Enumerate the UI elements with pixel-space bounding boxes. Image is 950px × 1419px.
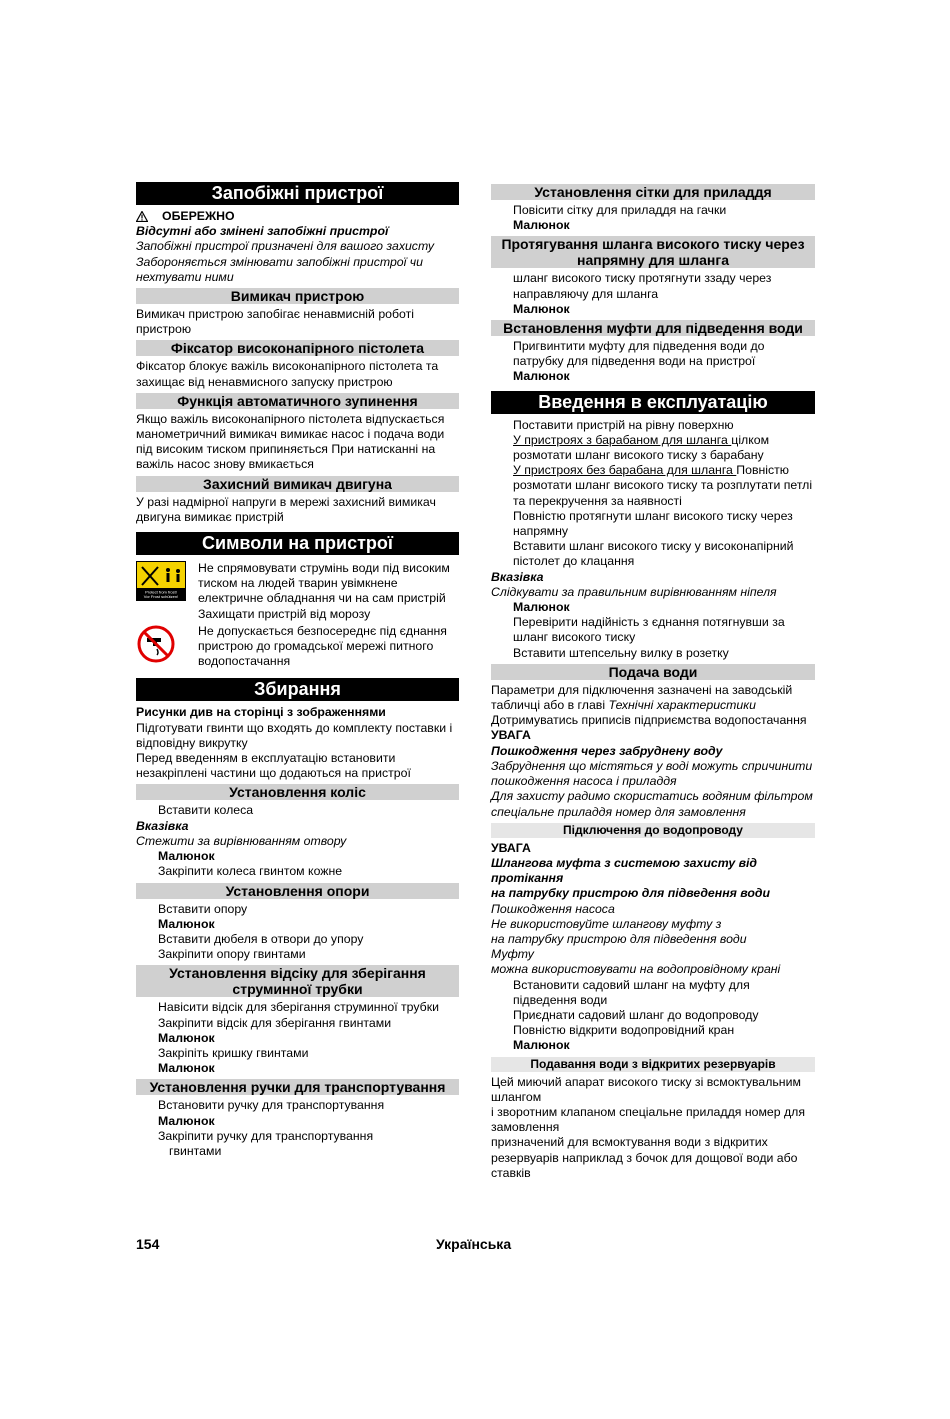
supply-warning-label: УВАГА [491,840,531,855]
caution-heading: Відсутні або змінені запобіжні пристрої [136,224,389,239]
caution-text: Запобіжні пристрої призначені для вашого захисту Забороняється змінювати запобіжні пристрої чи нехтувати ними [136,239,435,284]
caution-label: ОБЕРЕЖНО [162,209,235,223]
startup-step-3-rest: Повністю розмотати шланг високого тиску та розплутати петлі та перекручення за наявності [513,463,813,508]
hose-figure-ref: Малюнок [513,301,570,316]
supply-warning-text-d: можна використовувати на водопровідному крані [491,962,781,977]
hose-step-1: шланг високого тиску протягнути ззаду через направляючу для шланга [513,271,772,301]
subsection-open-tanks: Подавання води з відкритих резервуарів [491,1057,815,1072]
assembly-intro-1: Підготувати гвинти що входять до комплекту поставки і відповідну викрутку [136,720,453,750]
water-paragraph-2: Дотримуватись приписів підприємства водопостачання [491,713,807,728]
subsection-switch: Вимикач пристрою [136,288,459,304]
supply-warning-text-c: Муфту [491,947,534,962]
page-number: 154 [136,1236,160,1252]
section-title-assembly: Збирання [136,678,459,701]
frost-sign-text: Protect from frost! [145,589,177,595]
spray-frost-warning-icon [136,561,188,622]
paragraph-lock: Фіксатор блокує важіль високонапірного пістолета та захищає від ненавмисного запуску пристрою [136,359,439,389]
support-step-3: Закріпити опору гвинтами [158,947,306,962]
right-column [491,182,815,1181]
wheels-step-1: Вставити колеса [158,803,254,818]
symbol-row-water [136,624,459,670]
startup-note: Слідкувати за правильним вирівнюванням ніпеля [491,584,777,599]
subsection-lock: Фіксатор високонапірного пістолета [136,340,459,356]
startup-step-5: Вставити шланг високого тиску у високонапірний пістолет до клацання [513,539,794,569]
supply-step-3: Повністю відкрити водопровідний кран [513,1023,735,1038]
section-title-startup: Введення в експлуатацію [491,391,815,414]
startup-step-2-underlined: У пристроях з барабаном для шланга [513,432,732,447]
section-title-symbols: Символи на пристрої [136,532,459,555]
water-paragraph-1-ref: Технічні характеристики [608,698,756,713]
handle-step-2: Закріпити ручку для транспортування [158,1128,374,1143]
subsection-coupling: Встановлення муфти для підведення води [491,320,815,336]
startup-step-4: Повністю протягнути шланг високого тиску через напрямну [513,508,793,539]
paragraph-motor-switch: У разі надмірної напруги в мережі захисний вимикач двигуна вимикає пристрій [136,494,436,524]
startup-figure-ref: Малюнок [513,600,570,615]
water-warning-text-2a: Для захисту радимо скористатись водяним фільтром [491,789,813,804]
startup-step-2-rest: цілком розмотати шланг високого тиску з барабану [513,432,770,463]
lance-figure-ref-2: Малюнок [158,1061,215,1076]
supply-warning-text-a: Не використовуйте шлангову муфту з [491,916,722,931]
support-step-1: Вставити опору [158,901,248,916]
water-warning-text-2b: спеціальне приладдя номер для замовлення [491,804,746,819]
symbol-spray-text: Не спрямовувати струмінь води під високим тиском на людей тварин увімкнене електричне обладнання чи на сам пристрій [198,561,450,606]
left-column [136,182,459,1159]
water-paragraph-1 [491,683,815,713]
lance-step-2: Закріпити відсік для зберігання гвинтами [158,1015,392,1030]
startup-step-6: Перевірити надійність з єднання потягнувши за шланг високого тиску [513,615,785,645]
subsection-net: Установлення сітки для приладдя [491,184,815,200]
assembly-intro-bold: Рисунки див на сторінці з зображеннями [136,705,386,720]
net-step-1: Повісити сітку для приладдя на гачки [513,203,727,217]
startup-step-3 [491,463,815,509]
no-drinking-water-icon [136,624,188,670]
wheels-note: Стежити за вирівнюванням отвору [136,833,347,848]
symbol-water-text: Не допускається безпосереднє під єднання пристрою до громадської мережі питного водопостачання [198,623,447,669]
wheels-figure-ref: Малюнок [158,849,215,864]
water-paragraph-1-text: Параметри для підключення зазначені на заводській табличці або в главі [491,682,793,713]
subsection-support: Установлення опори [136,883,459,899]
net-figure-ref: Малюнок [513,218,570,233]
handle-step-2-cont: гвинтами [169,1143,222,1158]
paragraph-auto-stop: Якщо важіль високонапірного пістолета відпускається манометричний вимикач вимикає насос і подача води під високим тиском припиняється При натисканні на важіль насос знову вмикається [136,411,445,472]
tank-text-b: і зворотним клапаном спеціальне приладдя номер для замовлення [491,1104,806,1135]
lance-step-3: Закріпіть кришку гвинтами [158,1045,309,1060]
startup-step-7: Вставити штепсельну вилку в розетку [513,645,729,660]
subsection-wheels: Установлення коліс [136,784,459,800]
coupling-step-1: Пригвинтити муфту для підведення води до патрубку для підведення води на пристрої [513,339,765,369]
startup-step-2 [491,433,815,463]
subsection-handle: Установлення ручки для транспортування [136,1079,459,1095]
wheels-note-label: Вказівка [136,818,189,833]
subsection-hose-guide: Протягування шланга високого тиску через напрямну для шланга [491,236,815,268]
section-title-safety: Запобіжні пристрої [136,182,459,205]
support-figure-ref: Малюнок [158,916,215,931]
paragraph-switch: Вимикач пристрою запобігає ненавмисній роботі пристрою [136,307,414,337]
water-warning-heading: Пошкодження через забруднену воду [491,743,723,758]
supply-warning-heading-a: Шлангова муфта з системою захисту від протікання [491,855,758,886]
water-warning-label: УВАГА [491,728,531,743]
supply-figure-ref: Малюнок [513,1038,570,1053]
handle-step-1: Встановити ручку для транспортування [158,1098,385,1113]
startup-step-1: Поставити пристрій на рівну поверхню [513,417,734,432]
lance-step-1: Навісити відсік для зберігання струминної трубки [158,1000,439,1015]
subsection-lance-storage: Установлення відсіку для зберігання струминної трубки [136,965,459,997]
subsection-water-main: Підключення до водопроводу [491,823,815,838]
lance-figure-ref-1: Малюнок [158,1030,215,1045]
symbol-row-spray [136,561,459,622]
supply-warning-heading-b: на патрубку пристрою для підведення води [491,886,771,901]
wheels-step-2: Закріпити колеса гвинтом кожне [158,864,343,879]
coupling-figure-ref: Малюнок [513,369,570,384]
support-step-2: Вставити дюбеля в отвори до упору [158,931,364,946]
symbol-frost-text: Захищати пристрій від морозу [198,606,371,621]
warning-triangle-icon [136,211,148,222]
startup-note-label: Вказівка [491,569,544,584]
subsection-motor-switch: Захисний вимикач двигуна [136,476,459,492]
supply-step-1: Встановити садовий шланг на муфту для підведення води [513,977,750,1007]
svg-text:Vor Frost schützen!: Vor Frost schützen! [143,594,179,600]
supply-warning-text-b: на патрубку пристрою для підведення води [491,931,747,946]
handle-figure-ref: Малюнок [158,1113,215,1128]
tank-text-a: Цей миючий апарат високого тиску зі всмоктувальним шлангом [491,1074,801,1104]
startup-step-3-underlined: У пристроях без барабана для шланга [513,463,737,478]
subsection-auto-stop: Функція автоматичного зупинення [136,393,459,409]
subsection-water-supply: Подача води [491,664,815,680]
supply-warning-sub: Пошкодження насоса [491,901,615,916]
assembly-intro-2: Перед введенням в експлуатацію встановити незакріплені частини що додаються на пристрої [136,751,411,781]
supply-step-2: Приєднати садовий шланг до водопроводу [513,1007,759,1022]
symbol-text-spray [198,561,459,622]
caution-line [136,209,459,224]
tank-text-c: призначений для всмоктування води з відкритих резервуарів наприклад з бочок для дощової води або ставків [491,1135,798,1180]
footer-language: Українська [436,1236,512,1252]
water-warning-text-1: Забруднення що містяться у воді можуть спричинити пошкодження насоса і приладдя [491,758,813,789]
